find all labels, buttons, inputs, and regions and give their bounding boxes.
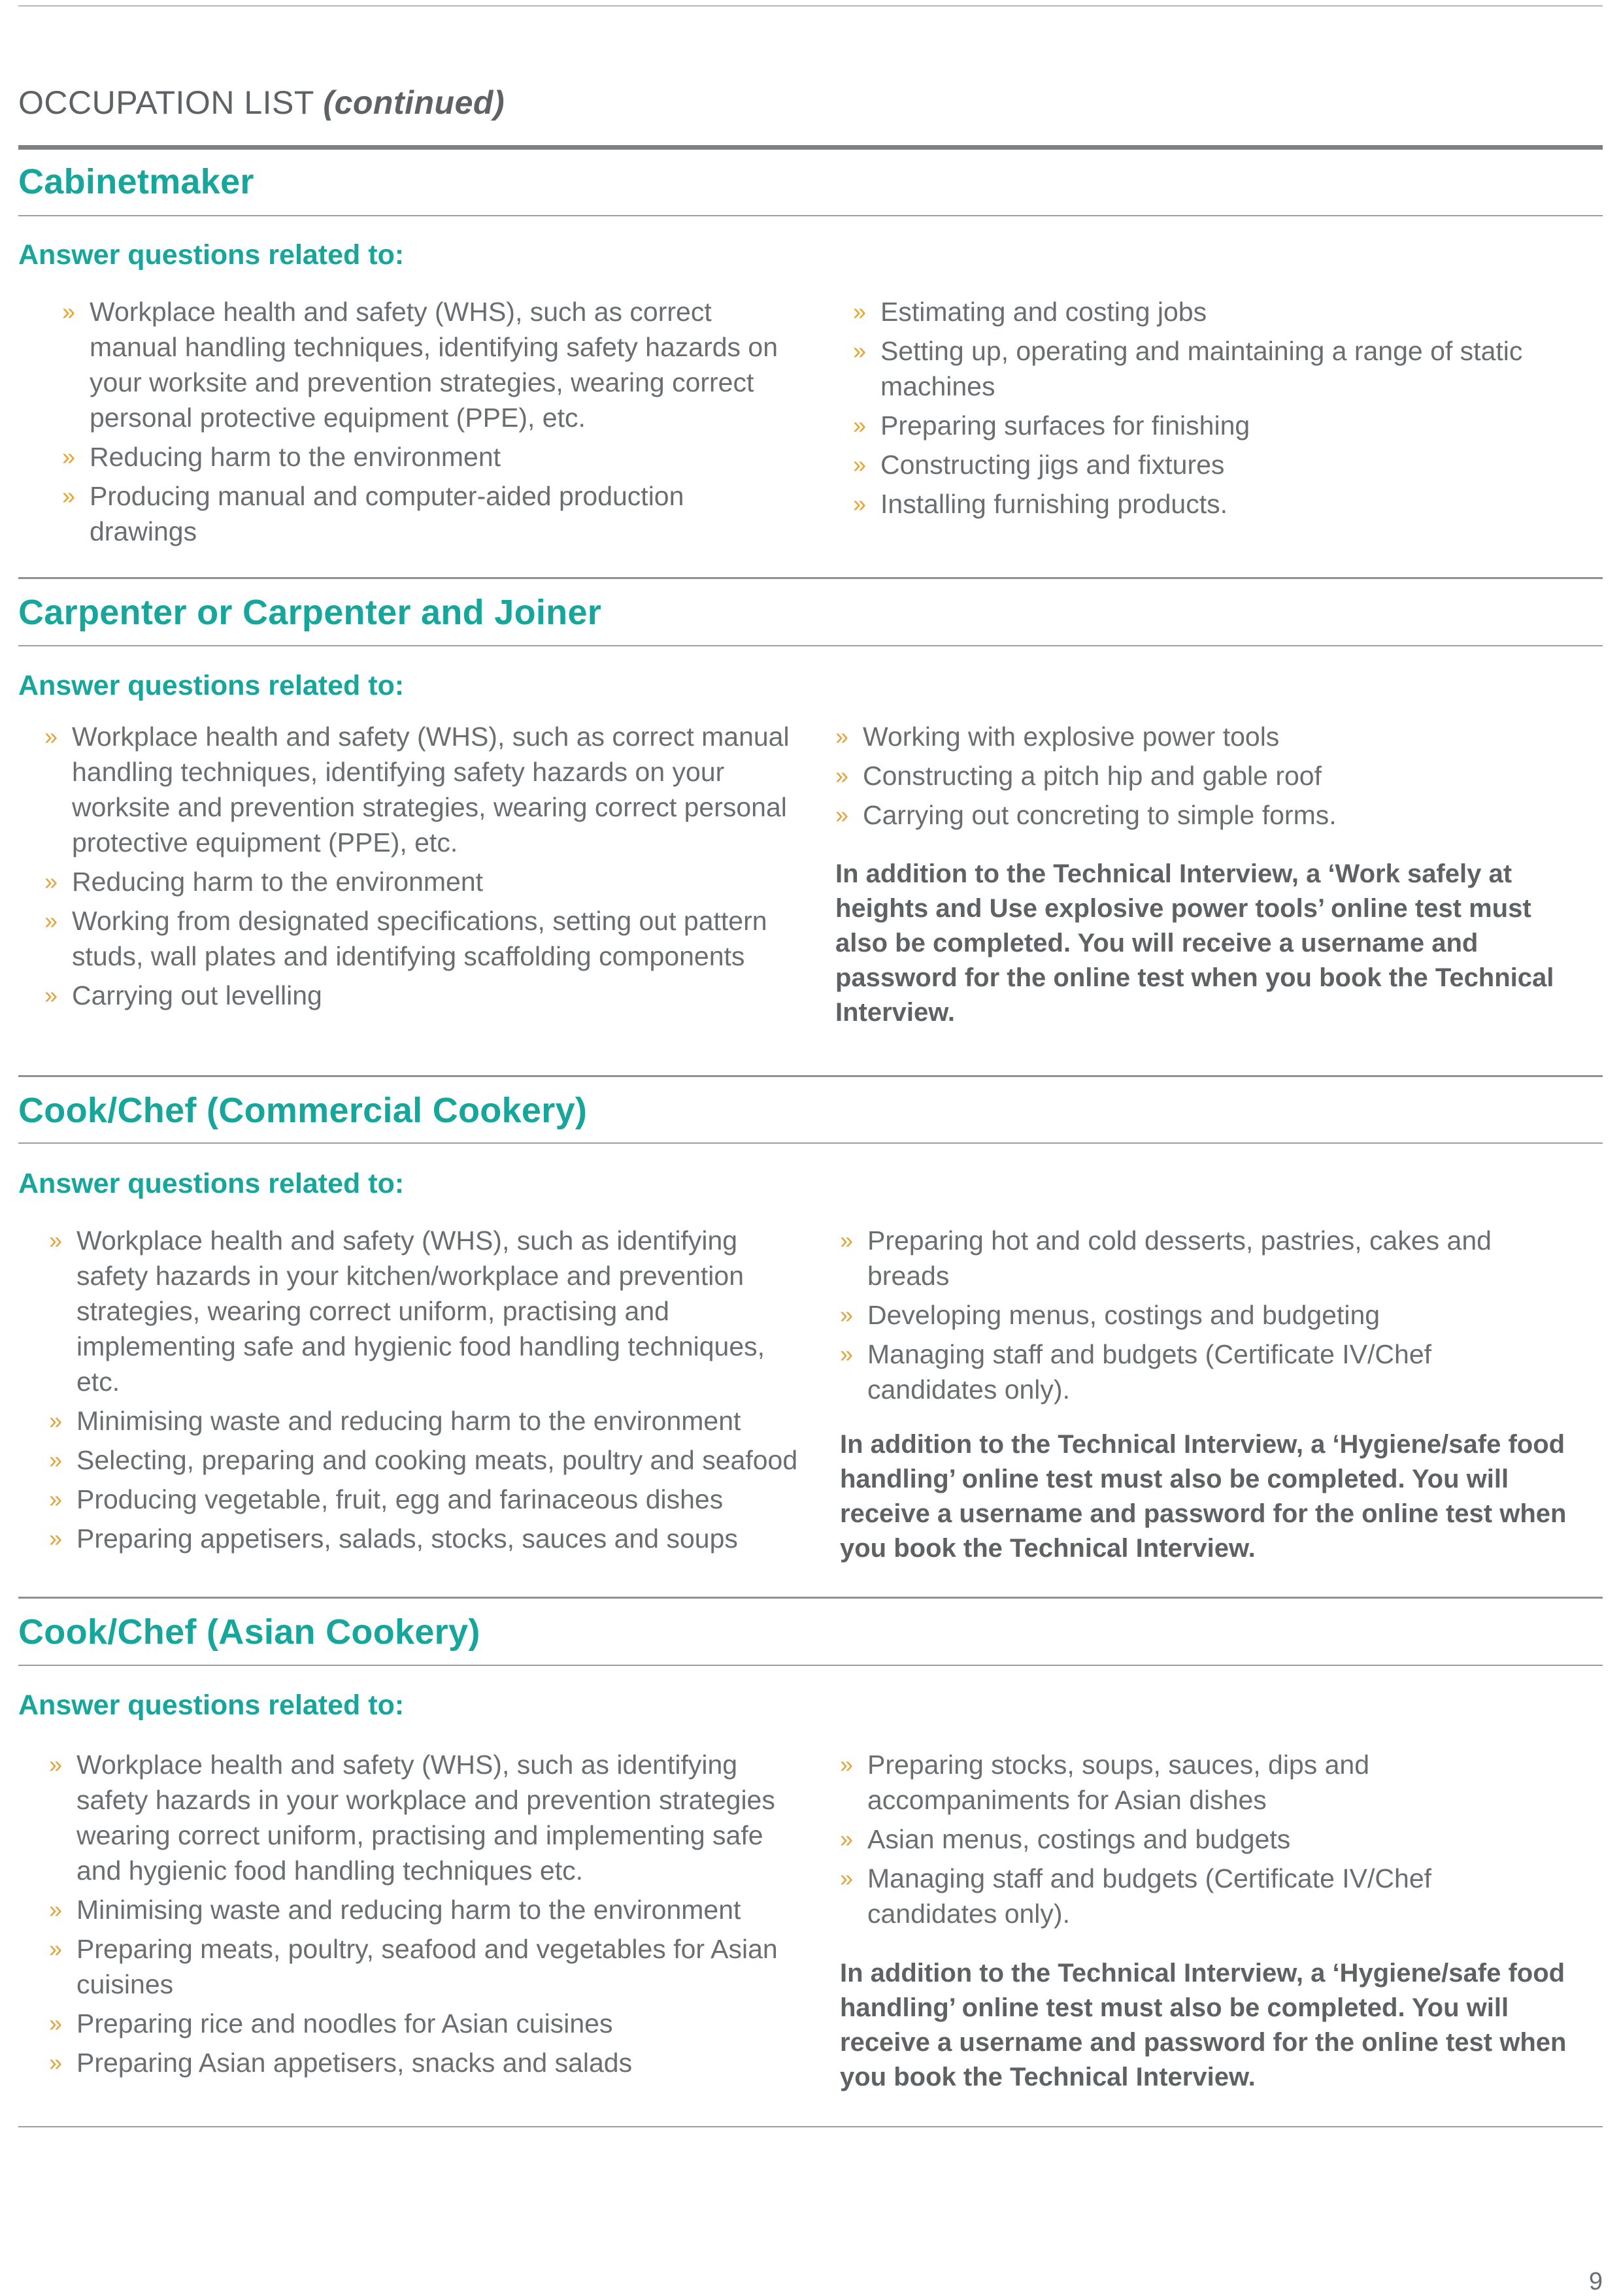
list-item-text: Preparing hot and cold desserts, pastries, cakes and breads — [867, 1225, 1492, 1291]
cabinetmaker-left-list — [62, 294, 794, 553]
list-item-text: Constructing jigs and fixtures — [880, 450, 1225, 480]
chevron-bullet-icon: » — [49, 1486, 63, 1512]
list-item-text: Minimising waste and reducing harm to the environment — [76, 1406, 741, 1436]
section-divider — [18, 1075, 1603, 1077]
section-divider — [18, 577, 1603, 579]
section-title-rule — [18, 645, 1603, 646]
list-item — [49, 1403, 814, 1439]
section-title-cabinetmaker: Cabinetmaker — [18, 162, 254, 201]
list-item — [49, 1482, 814, 1517]
chevron-bullet-icon: » — [49, 1227, 63, 1254]
list-item-text: Constructing a pitch hip and gable roof — [863, 761, 1322, 791]
chevron-bullet-icon: » — [853, 412, 867, 439]
list-item — [835, 758, 1548, 793]
list-item — [49, 1747, 814, 1888]
list-item-text: Carrying out levelling — [72, 980, 322, 1010]
chevron-bullet-icon: » — [840, 1825, 854, 1852]
list-item — [835, 797, 1548, 833]
chevron-bullet-icon: » — [49, 1446, 63, 1473]
list-item-text: Working with explosive power tools — [863, 722, 1280, 752]
chevron-bullet-icon: » — [49, 1935, 63, 1962]
chevron-bullet-icon: » — [835, 723, 849, 750]
chevron-bullet-icon: » — [49, 1896, 63, 1923]
chevron-bullet-icon: » — [49, 1407, 63, 1434]
list-item — [853, 294, 1546, 329]
page-heading: OCCUPATION LIST (continued) — [18, 84, 505, 121]
section-title-rule — [18, 1142, 1603, 1144]
chevron-bullet-icon: » — [44, 982, 58, 1008]
cook-asian-online-test-note: In addition to the Technical Interview, a ‘Hygiene/safe food handling’ online test must also be completed. You will receive a username and password for the online test when you book the Technical Interview. — [840, 1959, 1567, 2091]
chevron-bullet-icon: » — [835, 801, 849, 828]
list-item-text: Managing staff and budgets (Certificate IV/Chef candidates only). — [867, 1863, 1432, 1929]
list-item — [853, 447, 1546, 482]
cabinetmaker-right-list — [853, 294, 1546, 525]
list-item — [49, 1892, 814, 1927]
section-subheading: Answer questions related to: — [18, 1689, 405, 1721]
list-item-text: Selecting, preparing and cooking meats, poultry and seafood — [76, 1445, 798, 1475]
list-item-text: Workplace health and safety (WHS), such as correct manual handling techniques, identifying safety hazards on your worksite and prevention strategies, wearing correct personal protective equipment (PPE), etc. — [90, 297, 778, 433]
list-item-text: Reducing harm to the environment — [90, 442, 501, 472]
carpenter-online-test-note: In addition to the Technical Interview, a ‘Work safely at heights and Use explosive power tools’ online test must also be completed. You will receive a username and password for the online test when you book the Technical Interview. — [835, 859, 1554, 1027]
list-item — [853, 333, 1546, 404]
section-title-cook-asian: Cook/Chef (Asian Cookery) — [18, 1612, 480, 1652]
chevron-bullet-icon: » — [44, 868, 58, 895]
list-item-text: Preparing Asian appetisers, snacks and salads — [76, 2048, 633, 2078]
chevron-bullet-icon: » — [62, 482, 76, 509]
section-title-rule — [18, 1665, 1603, 1666]
list-item-text: Producing manual and computer-aided production drawings — [90, 481, 684, 546]
list-item — [840, 1747, 1546, 1818]
page-number: 9 — [1588, 2268, 1603, 2295]
section-subheading: Answer questions related to: — [18, 1168, 405, 1199]
cook-asian-left-list — [49, 1747, 814, 2084]
cook-commercial-left-list — [49, 1223, 814, 1560]
chevron-bullet-icon: » — [62, 298, 76, 325]
list-item — [44, 864, 796, 899]
list-item — [44, 719, 796, 860]
list-item — [49, 1442, 814, 1478]
chevron-bullet-icon: » — [49, 2049, 63, 2076]
chevron-bullet-icon: » — [835, 762, 849, 789]
section-title-rule — [18, 215, 1603, 216]
chevron-bullet-icon: » — [62, 443, 76, 470]
list-item — [853, 486, 1546, 522]
list-item — [840, 1337, 1546, 1407]
list-item — [840, 1297, 1546, 1333]
chevron-bullet-icon: » — [49, 1525, 63, 1552]
section-title-carpenter: Carpenter or Carpenter and Joiner — [18, 593, 602, 632]
top-rule — [18, 5, 1603, 7]
cook-commercial-right-list — [840, 1223, 1546, 1411]
list-item-text: Installing furnishing products. — [880, 489, 1228, 519]
list-item-text: Minimising waste and reducing harm to the environment — [76, 1895, 741, 1925]
list-item-text: Workplace health and safety (WHS), such as identifying safety hazards in your kitchen/workplace and prevention strategies, wearing correct uniform, practising and implementing safe and hygienic food handling techniques, etc. — [76, 1225, 765, 1397]
list-item-text: Preparing surfaces for finishing — [880, 410, 1250, 441]
list-item — [62, 294, 794, 435]
list-item-text: Reducing harm to the environment — [72, 867, 484, 897]
section-title-cook-commercial: Cook/Chef (Commercial Cookery) — [18, 1091, 588, 1130]
list-item — [49, 2045, 814, 2080]
list-item — [44, 903, 796, 974]
section-divider — [18, 1597, 1603, 1599]
list-item-text: Carrying out concreting to simple forms. — [863, 800, 1337, 830]
cook-asian-right-list — [840, 1747, 1546, 1935]
chevron-bullet-icon: » — [853, 337, 867, 364]
list-item — [840, 1822, 1546, 1857]
list-item-text: Preparing rice and noodles for Asian cuisines — [76, 2008, 613, 2038]
carpenter-right-list — [835, 719, 1548, 837]
list-item-text: Estimating and costing jobs — [880, 297, 1207, 327]
list-item-text: Preparing appetisers, salads, stocks, sauces and soups — [76, 1523, 738, 1554]
list-item — [44, 978, 796, 1013]
chevron-bullet-icon: » — [840, 1751, 854, 1778]
list-item — [49, 2006, 814, 2041]
section-subheading: Answer questions related to: — [18, 670, 405, 701]
list-item — [62, 478, 794, 549]
list-item-text: Developing menus, costings and budgeting — [867, 1300, 1380, 1330]
section-subheading: Answer questions related to: — [18, 239, 405, 271]
list-item — [49, 1931, 814, 2002]
list-item — [49, 1223, 814, 1399]
cook-commercial-online-test-note: In addition to the Technical Interview, a ‘Hygiene/safe food handling’ online test must also be completed. You will receive a username and password for the online test when you book the Technical Interview. — [840, 1430, 1567, 1563]
chevron-bullet-icon: » — [840, 1301, 854, 1328]
chevron-bullet-icon: » — [44, 907, 58, 934]
heading-rule — [18, 145, 1603, 150]
list-item — [853, 408, 1546, 443]
carpenter-left-list — [44, 719, 796, 1017]
chevron-bullet-icon: » — [840, 1865, 854, 1891]
list-item — [62, 439, 794, 474]
list-item-text: Workplace health and safety (WHS), such as identifying safety hazards in your workplace and prevention strategies wearing correct uniform, practising and implementing safe and hygienic food handling techniques etc. — [76, 1750, 775, 1886]
chevron-bullet-icon: » — [49, 2010, 63, 2037]
chevron-bullet-icon: » — [49, 1751, 63, 1778]
list-item-text: Preparing meats, poultry, seafood and vegetables for Asian cuisines — [76, 1934, 778, 1999]
list-item-text: Producing vegetable, fruit, egg and farinaceous dishes — [76, 1484, 724, 1514]
list-item-text: Setting up, operating and maintaining a range of static machines — [880, 336, 1523, 401]
list-item-text: Working from designated specifications, setting out pattern studs, wall plates and identifying scaffolding components — [72, 906, 767, 971]
list-item-text: Managing staff and budgets (Certificate IV/Chef candidates only). — [867, 1339, 1432, 1405]
list-item — [840, 1861, 1546, 1931]
chevron-bullet-icon: » — [44, 723, 58, 750]
bottom-rule — [18, 2126, 1603, 2127]
list-item — [49, 1521, 814, 1556]
chevron-bullet-icon: » — [840, 1340, 854, 1367]
list-item-text: Workplace health and safety (WHS), such as correct manual handling techniques, identifying safety hazards on your worksite and prevention strategies, wearing correct personal protective equipment (PPE), etc. — [72, 722, 790, 857]
list-item — [840, 1223, 1546, 1293]
chevron-bullet-icon: » — [853, 451, 867, 478]
chevron-bullet-icon: » — [840, 1227, 854, 1254]
chevron-bullet-icon: » — [853, 298, 867, 325]
chevron-bullet-icon: » — [853, 490, 867, 517]
list-item-text: Preparing stocks, soups, sauces, dips and accompaniments for Asian dishes — [867, 1750, 1370, 1815]
list-item-text: Asian menus, costings and budgets — [867, 1824, 1291, 1854]
list-item — [835, 719, 1548, 754]
